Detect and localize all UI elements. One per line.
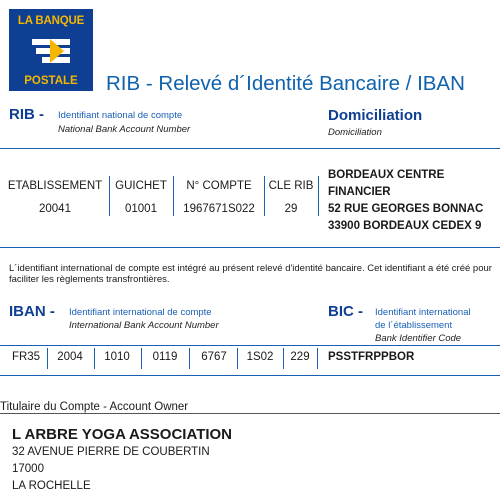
domiciliation-description: Domiciliation: [328, 127, 382, 138]
section-divider: [0, 345, 500, 346]
iban-group: 0119: [152, 351, 178, 363]
owner-label: Titulaire du Compte - Account Owner: [0, 401, 189, 413]
bank-logo: [9, 9, 93, 91]
address-line: FINANCIER: [328, 186, 391, 198]
bic-value: PSSTFRPPBOR: [328, 351, 415, 363]
column-divider: [264, 176, 265, 216]
iban-group: 1S02: [246, 351, 274, 363]
owner-divider: [0, 413, 500, 414]
rib-value-compte: 1967671S022: [183, 203, 255, 215]
section-divider: [0, 247, 500, 248]
address-line: 33900 BORDEAUX CEDEX 9: [328, 220, 482, 232]
column-divider: [173, 176, 174, 216]
bic-label: BIC -: [328, 303, 363, 320]
bic-description-fr-line1: Identifiant international: [375, 307, 471, 318]
column-divider: [109, 176, 110, 216]
rib-label: RIB -: [9, 106, 44, 123]
iban-description-fr: Identifiant international de compte: [69, 307, 212, 318]
column-divider: [283, 348, 284, 369]
address-line: BORDEAUX CENTRE: [328, 169, 445, 181]
column-divider: [47, 348, 48, 369]
rib-header-etablissement: ETABLISSEMENT: [7, 180, 103, 192]
iban-description-en: International Bank Account Number: [69, 320, 219, 331]
bic-description-fr-line2: de l´établissement: [375, 320, 453, 331]
column-divider: [141, 348, 142, 369]
owner-address-line: LA ROCHELLE: [12, 480, 91, 492]
rib-header-compte: N° COMPTE: [186, 180, 252, 192]
iban-group: FR35: [11, 351, 41, 363]
owner-name: L ARBRE YOGA ASSOCIATION: [12, 426, 233, 443]
domiciliation-address: [328, 167, 483, 235]
column-divider: [94, 348, 95, 369]
column-divider: [317, 348, 318, 369]
iban-group: 1010: [104, 351, 130, 363]
rib-header-guichet: GUICHET: [115, 180, 167, 192]
iban-label: IBAN -: [9, 303, 55, 320]
owner-address-line: 32 AVENUE PIERRE DE COUBERTIN: [12, 446, 210, 458]
address-line: 52 RUE GEORGES BONNAC: [328, 203, 484, 215]
rib-value-cle: 29: [284, 203, 298, 215]
info-text: L´identifiant international de compte est intégré au présent relevé d'identité bancaire. Cet identifiant a été créé pour faciliter les règlements transfrontières.: [9, 263, 492, 285]
logo-text-line2: POSTALE: [24, 75, 78, 87]
owner-address-line: 17000: [12, 463, 44, 475]
section-divider: [0, 375, 500, 376]
rib-value-guichet: 01001: [125, 203, 157, 215]
postal-bird-icon: [30, 35, 72, 71]
rib-description-en: National Bank Account Number: [58, 124, 191, 135]
rib-description-fr: Identifiant national de compte: [58, 110, 183, 121]
iban-group: 6767: [201, 351, 227, 363]
rib-value-etablissement: 20041: [39, 203, 71, 215]
logo-text-line1: LA BANQUE: [17, 15, 85, 27]
iban-group: 2004: [57, 351, 83, 363]
domiciliation-label: Domiciliation: [328, 107, 423, 124]
section-divider: [0, 148, 500, 149]
document-title: RIB - Relevé d´Identité Bancaire / IBAN: [106, 72, 465, 95]
column-divider: [318, 176, 319, 216]
bic-description-en: Bank Identifier Code: [375, 333, 462, 344]
column-divider: [189, 348, 190, 369]
iban-group: 229: [290, 351, 310, 363]
column-divider: [237, 348, 238, 369]
rib-header-cle: CLE RIB: [268, 180, 314, 192]
